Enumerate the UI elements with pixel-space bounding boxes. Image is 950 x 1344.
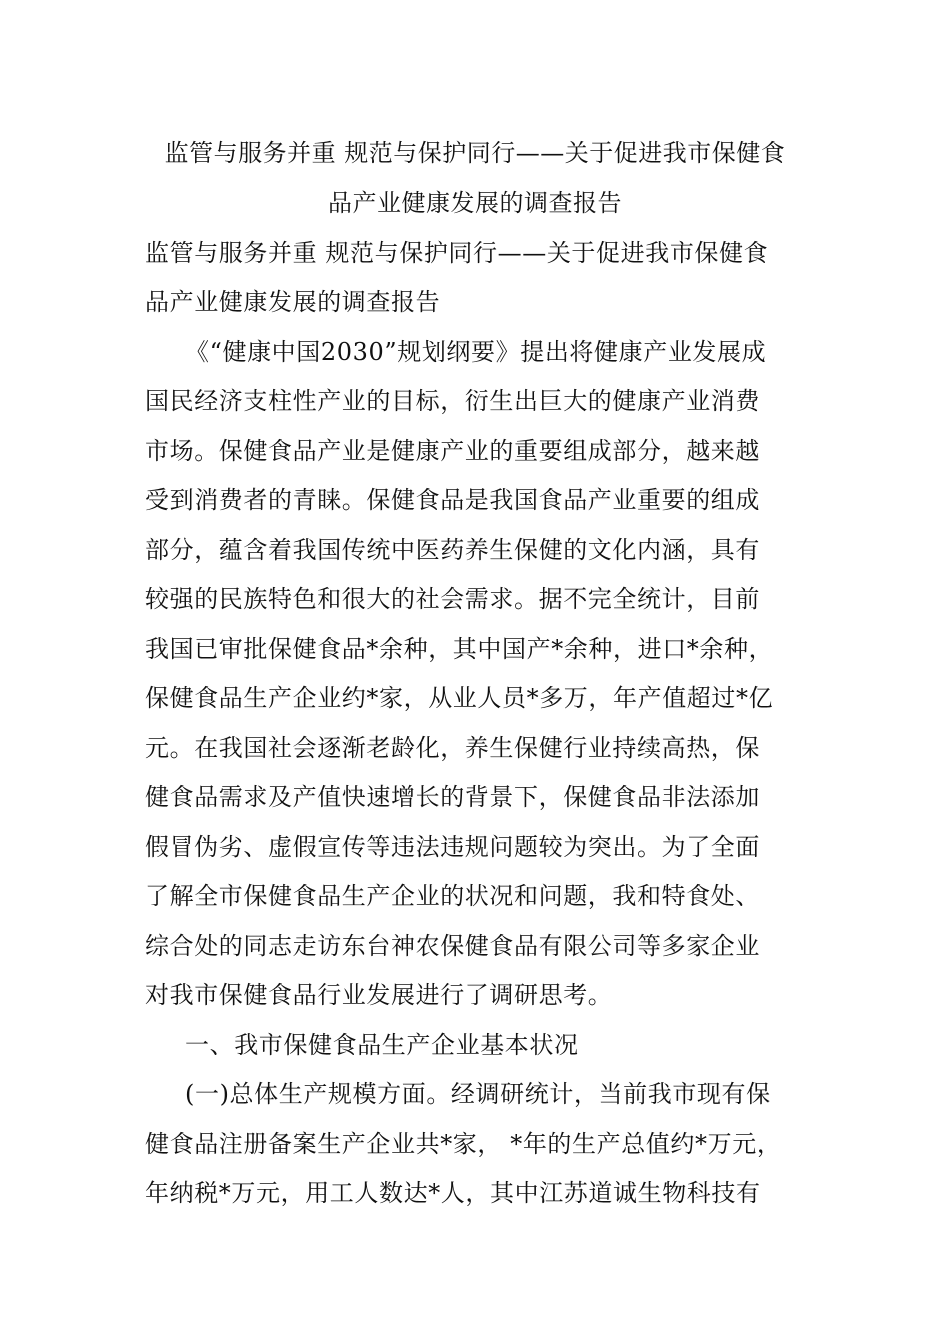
body-line: 假冒伪劣、虚假宣传等违法违规问题较为突出。为了全面 <box>145 833 760 861</box>
body-line: 了解全市保健食品生产企业的状况和问题，我和特食处、 <box>145 882 760 910</box>
body-line: 市场。保健食品产业是健康产业的重要组成部分，越来越 <box>145 437 760 465</box>
body-line: 健食品需求及产值快速增长的背景下，保健食品非法添加 <box>145 783 760 811</box>
paragraph-start-line: (一)总体生产规模方面。经调研统计，当前我市现有保 <box>185 1080 771 1108</box>
body-line: 保健食品生产企业约*家，从业人员*多万，年产值超过*亿 <box>145 684 774 712</box>
body-line: 元。在我国社会逐渐老龄化，养生保健行业持续高热，保 <box>145 734 760 762</box>
body-line: 品产业健康发展的调查报告 <box>145 288 441 316</box>
body-line: 监管与服务并重 规范与保护同行——关于促进我市保健食 <box>145 239 769 267</box>
body-line: 部分，蕴含着我国传统中医药养生保健的文化内涵，具有 <box>145 536 760 564</box>
body-line: 较强的民族特色和很大的社会需求。据不完全统计，目前 <box>145 585 760 613</box>
paragraph-start-line: 《“健康中国2030”规划纲要》提出将健康产业发展成 <box>185 338 767 366</box>
body-line: 受到消费者的青睐。保健食品是我国食品产业重要的组成 <box>145 486 760 514</box>
body-line: 健食品注册备案生产企业共*家， *年的生产总值约*万元， <box>145 1130 782 1158</box>
body-line: 综合处的同志走访东台神农保健食品有限公司等多家企业 <box>145 932 760 960</box>
body-line: 我国已审批保健食品*余种，其中国产*余种，进口*余种， <box>145 635 774 663</box>
body-line: 对我市保健食品行业发展进行了调研思考。 <box>145 981 613 1009</box>
section-heading: 一、我市保健食品生产企业基本状况 <box>185 1031 579 1059</box>
document-title-line-1: 监管与服务并重 规范与保护同行——关于促进我市保健食 <box>164 139 786 167</box>
body-line: 年纳税*万元，用工人数达*人，其中江苏道诚生物科技有 <box>145 1179 761 1207</box>
document-title-line-2: 品产业健康发展的调查报告 <box>328 189 622 217</box>
body-line: 国民经济支柱性产业的目标，衍生出巨大的健康产业消费 <box>145 387 760 415</box>
